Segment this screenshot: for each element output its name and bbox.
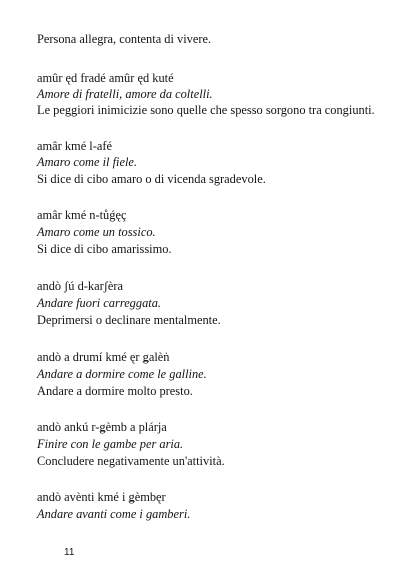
entry-meaning: Concludere negativamente un'attività. — [37, 454, 225, 468]
entry-translation: Amore di fratelli, amore da coltelli. — [37, 87, 213, 101]
entry-dialect: amâr kmé l-afé — [37, 139, 112, 153]
entry-translation: Andare avanti come i gamberi. — [37, 507, 191, 521]
page-number: 11 — [64, 547, 75, 558]
entry-translation: Amaro come il fiele. — [37, 155, 138, 169]
intro-text: Persona allegra, contenta di vivere. — [37, 32, 212, 46]
entry-meaning: Si dice di cibo amaro o di vicenda sgradevole. — [37, 172, 266, 186]
entry-dialect: andò avènti kmé i ǥèmbęr — [37, 490, 166, 504]
entry-translation: Andare fuori carreggata. — [37, 296, 162, 310]
entry-dialect: amâr kmé n-tůǵęç — [37, 208, 127, 222]
entry-dialect: andò a drumí kmé ęr ǥalèṅ — [37, 350, 170, 364]
entry-translation: Finire con le gambe per aria. — [37, 437, 184, 451]
entry-meaning: Deprimersi o declinare mentalmente. — [37, 313, 221, 327]
entry-translation: Andare a dormire come le galline. — [37, 367, 207, 381]
entry-dialect: andò ʃú d-karʃèra — [37, 279, 123, 293]
entry-meaning: Andare a dormire molto presto. — [37, 384, 193, 398]
entry-dialect: andò ankú r-ǥèmb a plárja — [37, 420, 167, 434]
entry-translation: Amaro come un tossico. — [37, 225, 156, 239]
entry-dialect: amûr ęd fradé amûr ęd kuté — [37, 71, 174, 85]
entry-meaning: Si dice di cibo amarissimo. — [37, 242, 172, 256]
entry-meaning: Le peggiori inimicizie sono quelle che spesso sorgono tra congiunti. — [37, 103, 375, 117]
